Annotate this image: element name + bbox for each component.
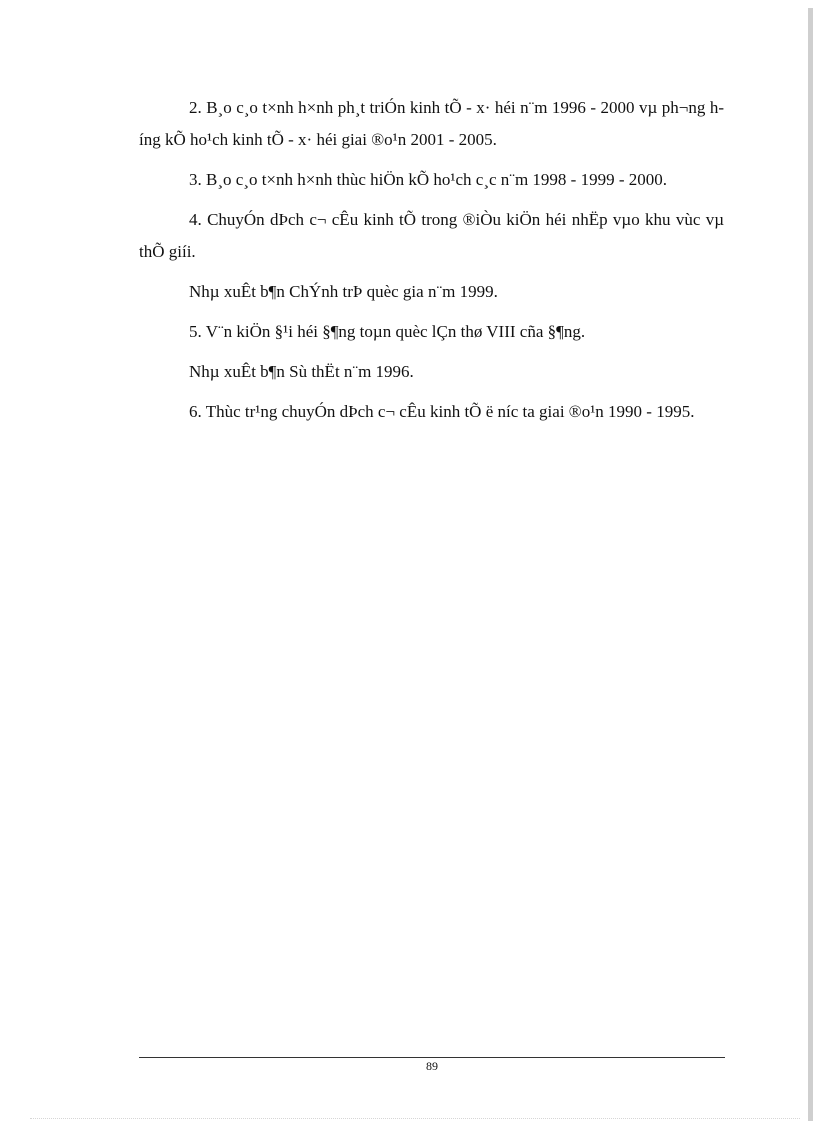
reference-item-4: 4. ChuyÓn dÞch c¬ cÊu kinh tÕ trong ®iÒu kiÖn héi nhËp vµo khu vùc vµ thÕ giíi. bbox=[139, 210, 724, 261]
reference-item-3: 3. B¸o c¸o t×nh h×nh thùc hiÖn kÕ ho¹ch c¸c n¨m 1998 - 1999 - 2000. bbox=[189, 170, 668, 189]
reference-item-5: 5. V¨n kiÖn §¹i héi §¶ng toµn quèc lÇn thø VIII cña §¶ng. bbox=[189, 322, 586, 341]
reference-item-2: 2. B¸o c¸o t×nh h×nh ph¸t triÓn kinh tÕ - x· héi n¨m 1996 - 2000 vµ ph¬ng híng kÕ ho¹ch kinh tÕ - x· héi giai ®o¹n 2001 - 2005. bbox=[139, 98, 724, 149]
reference-item-4-publisher: Nhµ xuÊt b¶n ChÝnh trÞ quèc gia n¨m 1999. bbox=[189, 282, 498, 301]
page-bottom-edge bbox=[30, 1118, 800, 1119]
reference-list bbox=[139, 92, 724, 436]
page-number: 89 bbox=[426, 1059, 438, 1073]
page-shadow bbox=[808, 8, 813, 1121]
reference-item-5-publisher: Nhµ xuÊt b¶n Sù thËt n¨m 1996. bbox=[189, 362, 414, 381]
footer-rule bbox=[139, 1057, 725, 1058]
reference-item-6: 6. Thùc tr¹ng chuyÓn dÞch c¬ cÊu kinh tÕ ë níc ta giai ®o¹n 1990 - 1995. bbox=[189, 402, 695, 421]
